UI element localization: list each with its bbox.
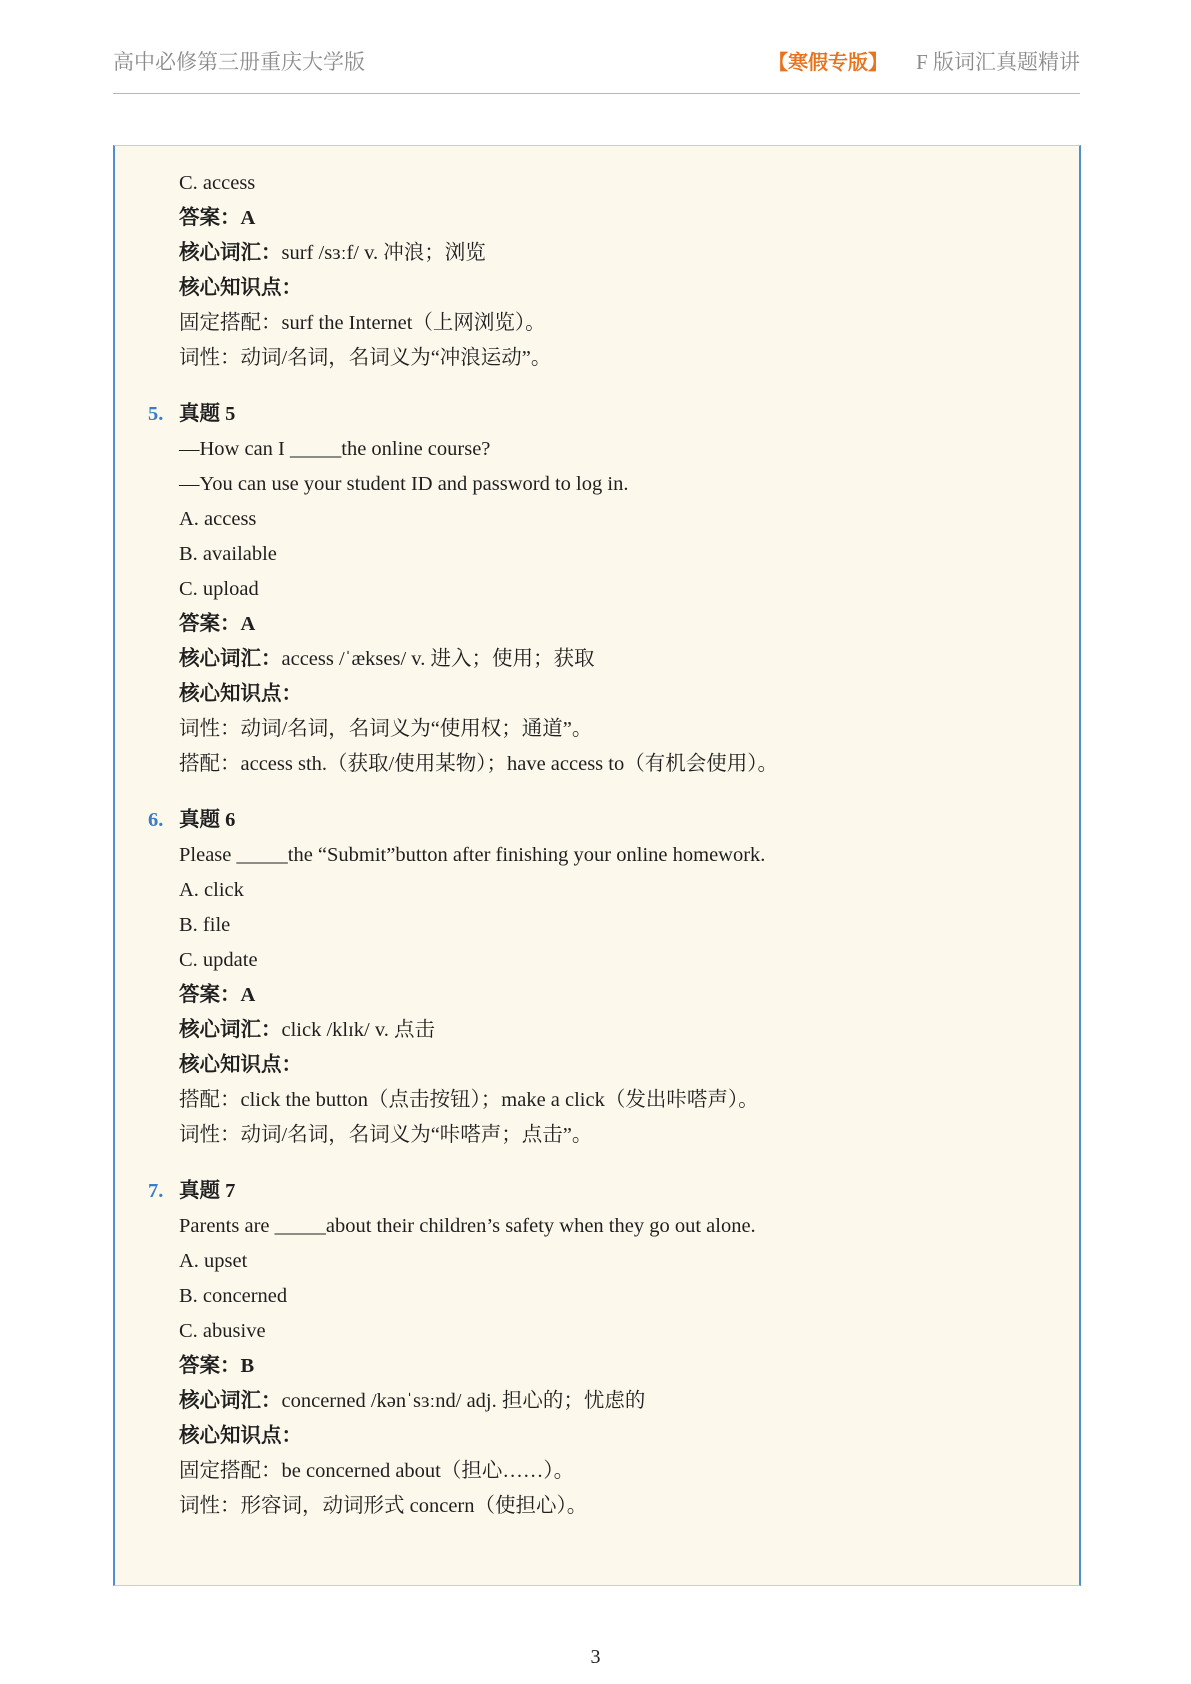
answer-line — [115, 1349, 1079, 1384]
vocab-label: 核心词汇： — [179, 648, 282, 670]
answer-label: 答案： — [179, 613, 241, 635]
option-a: A. access — [179, 508, 257, 530]
vocab-label: 核心词汇： — [179, 242, 282, 264]
knowledge-point: 固定搭配：surf the Internet（上网浏览）。 — [179, 312, 546, 334]
answer-value: A — [240, 613, 256, 635]
question-stem: Please _____the “Submit”button after finishing your online homework. — [179, 844, 766, 866]
answer-label: 答案： — [179, 207, 241, 229]
answer-line — [115, 607, 1079, 642]
knowledge-label: 核心知识点： — [179, 1425, 302, 1447]
question-number: 7. — [148, 1180, 164, 1202]
answer-value: B — [240, 1355, 255, 1377]
option-c: C. access — [179, 172, 256, 194]
knowledge-label: 核心知识点： — [179, 1054, 302, 1076]
knowledge-label: 核心知识点： — [179, 277, 302, 299]
page-header — [113, 44, 1080, 94]
question-title: 6. 真题 6 — [115, 803, 1079, 838]
vocab-label: 核心词汇： — [179, 1390, 282, 1412]
series-title: F 版词汇真题精讲 — [916, 50, 1080, 74]
question-stem: —How can I _____the online course? — [179, 438, 491, 460]
page-number: 3 — [590, 1646, 601, 1668]
book-title: 高中必修第三册重庆大学版 — [113, 50, 365, 74]
answer-line — [115, 978, 1079, 1013]
answer-value: A — [240, 984, 256, 1006]
option-c: C. update — [179, 949, 258, 971]
knowledge-point: 词性：形容词，动词形式 concern（使担心）。 — [179, 1495, 588, 1517]
question-stem: —You can use your student ID and password to log in. — [179, 473, 629, 495]
question-card — [113, 145, 1081, 1586]
question-title: 7. 真题 7 — [115, 1174, 1079, 1209]
vocab-text: access /ˈækses/ v. 进入；使用；获取 — [281, 648, 595, 670]
vocab-line — [115, 236, 1079, 271]
edition-badge: 【寒假专版】 — [768, 50, 889, 74]
vocab-line — [115, 642, 1079, 677]
card-content — [115, 166, 1079, 1524]
question-number: 6. — [148, 809, 164, 831]
answer-line — [115, 201, 1079, 236]
option-b: B. file — [179, 914, 231, 936]
question-stem: Parents are _____about their children’s safety when they go out alone. — [179, 1215, 756, 1237]
option-b: B. concerned — [179, 1285, 288, 1307]
vocab-line — [115, 1384, 1079, 1419]
option-a: A. click — [179, 879, 244, 901]
vocab-text: surf /sɜːf/ v. 冲浪；浏览 — [281, 242, 486, 264]
answer-label: 答案： — [179, 984, 241, 1006]
knowledge-point: 词性：动词/名词，名词义为“咔嗒声；点击”。 — [179, 1124, 593, 1146]
option-a: A. upset — [179, 1250, 248, 1272]
answer-value: A — [240, 207, 256, 229]
vocab-text: click /klɪk/ v. 点击 — [281, 1019, 436, 1041]
knowledge-point: 固定搭配：be concerned about（担心……）。 — [179, 1460, 575, 1482]
question-number: 5. — [148, 403, 164, 425]
knowledge-point: 词性：动词/名词，名词义为“使用权；通道”。 — [179, 718, 593, 740]
header-right — [768, 46, 1080, 76]
knowledge-point: 搭配：access sth.（获取/使用某物）；have access to（有机会使用）。 — [179, 753, 778, 775]
option-c: C. abusive — [179, 1320, 266, 1342]
vocab-label: 核心词汇： — [179, 1019, 282, 1041]
question-title: 5. 真题 5 — [115, 397, 1079, 432]
knowledge-label: 核心知识点： — [179, 683, 302, 705]
option-c: C. upload — [179, 578, 259, 600]
knowledge-point: 搭配：click the button（点击按钮）；make a click（发出咔嗒声）。 — [179, 1089, 759, 1111]
knowledge-point: 词性：动词/名词，名词义为“冲浪运动”。 — [179, 347, 552, 369]
vocab-text: concerned /kənˈsɜːnd/ adj. 担心的；忧虑的 — [281, 1390, 646, 1412]
vocab-line — [115, 1013, 1079, 1048]
answer-label: 答案： — [179, 1355, 241, 1377]
option-b: B. available — [179, 543, 277, 565]
